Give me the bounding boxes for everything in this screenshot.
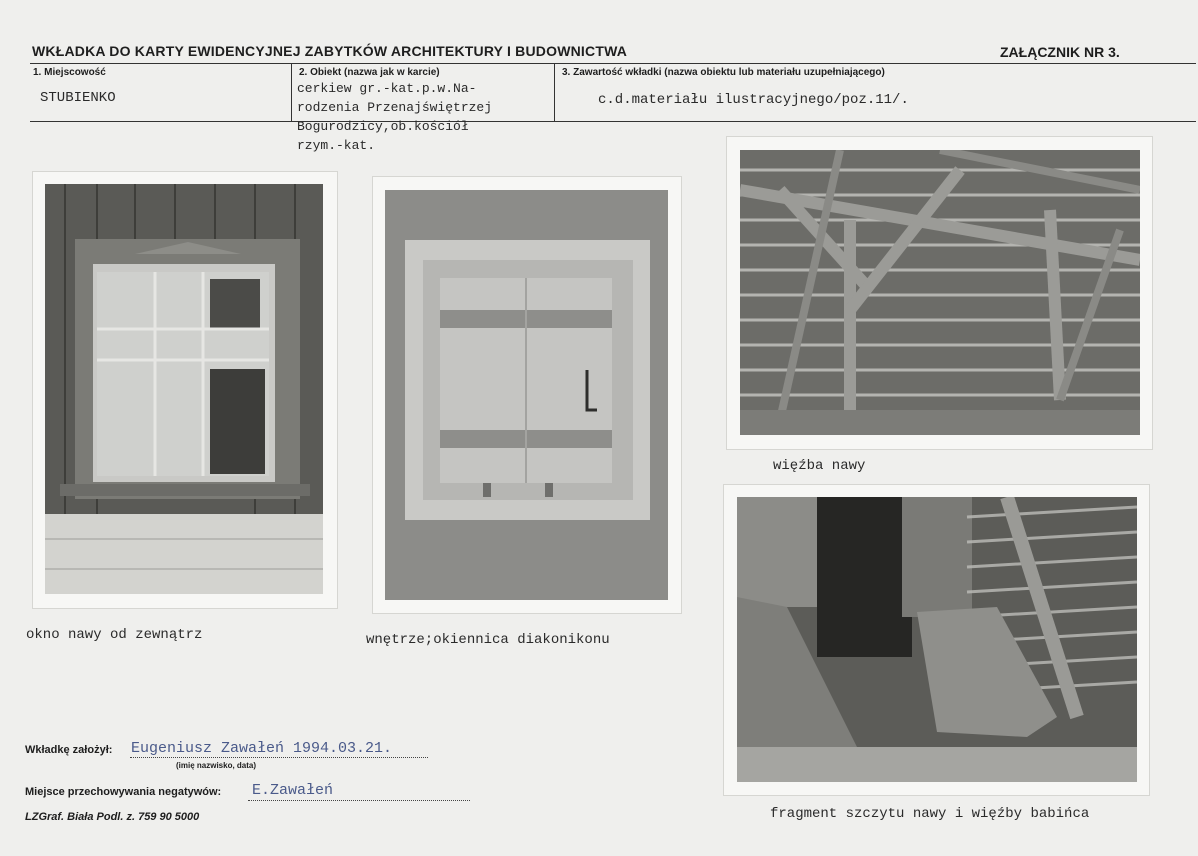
shutter-image — [385, 190, 668, 600]
header-rule-top — [30, 63, 1196, 64]
content-value: c.d.materiału ilustracyjnego/poz.11/. — [598, 92, 909, 108]
printer-imprint: LZGraf. Biała Podl. z. 759 90 5000 — [25, 811, 200, 823]
locality-value: STUBIENKO — [40, 90, 116, 106]
photo-shutter — [373, 177, 681, 613]
gable-fragment-image — [737, 497, 1137, 782]
founder-hint: (imię nazwisko, data) — [176, 761, 257, 770]
attachment-number: ZAŁĄCZNIK NR 3. — [1000, 44, 1120, 60]
nave-truss-image — [740, 150, 1140, 435]
content-label: 3. Zawartość wkładki (nazwa obiektu lub materiału uzupełniającego) — [562, 67, 885, 78]
form-title: WKŁADKA DO KARTY EWIDENCYJNEJ ZABYTKÓW ARCHITEKTURY I BUDOWNICTWA — [32, 43, 628, 59]
founder-label: Wkładkę założył: — [25, 744, 113, 756]
header-divider-2 — [554, 63, 555, 121]
header-rule-bottom — [30, 121, 1196, 122]
caption-window-exterior: okno nawy od zewnątrz — [26, 627, 203, 643]
object-label: 2. Obiekt (nazwa jak w karcie) — [299, 67, 440, 78]
caption-shutter: wnętrze;okiennica diakonikonu — [366, 632, 610, 648]
storage-value: E.Zawałeń — [252, 782, 334, 799]
locality-label: 1. Miejscowość — [33, 67, 106, 78]
storage-underline — [248, 800, 470, 801]
object-value: cerkiew gr.-kat.p.w.Na- rodzenia Przenajświętrzej Bogurodzicy,ob.kościół rzym.-kat. — [297, 81, 493, 153]
header-divider-1 — [291, 63, 292, 121]
caption-gable-fragment: fragment szczytu nawy i więźby babińca — [770, 806, 1090, 822]
caption-nave-truss: więźba nawy — [773, 458, 866, 474]
storage-label: Miejsce przechowywania negatywów: — [25, 786, 222, 798]
window-exterior-image — [45, 184, 323, 594]
photo-nave-truss — [727, 137, 1152, 449]
founder-value: Eugeniusz Zawałeń 1994.03.21. — [131, 740, 393, 757]
photo-gable-fragment — [724, 485, 1149, 795]
photo-window-exterior — [33, 172, 337, 608]
founder-underline — [130, 757, 428, 758]
